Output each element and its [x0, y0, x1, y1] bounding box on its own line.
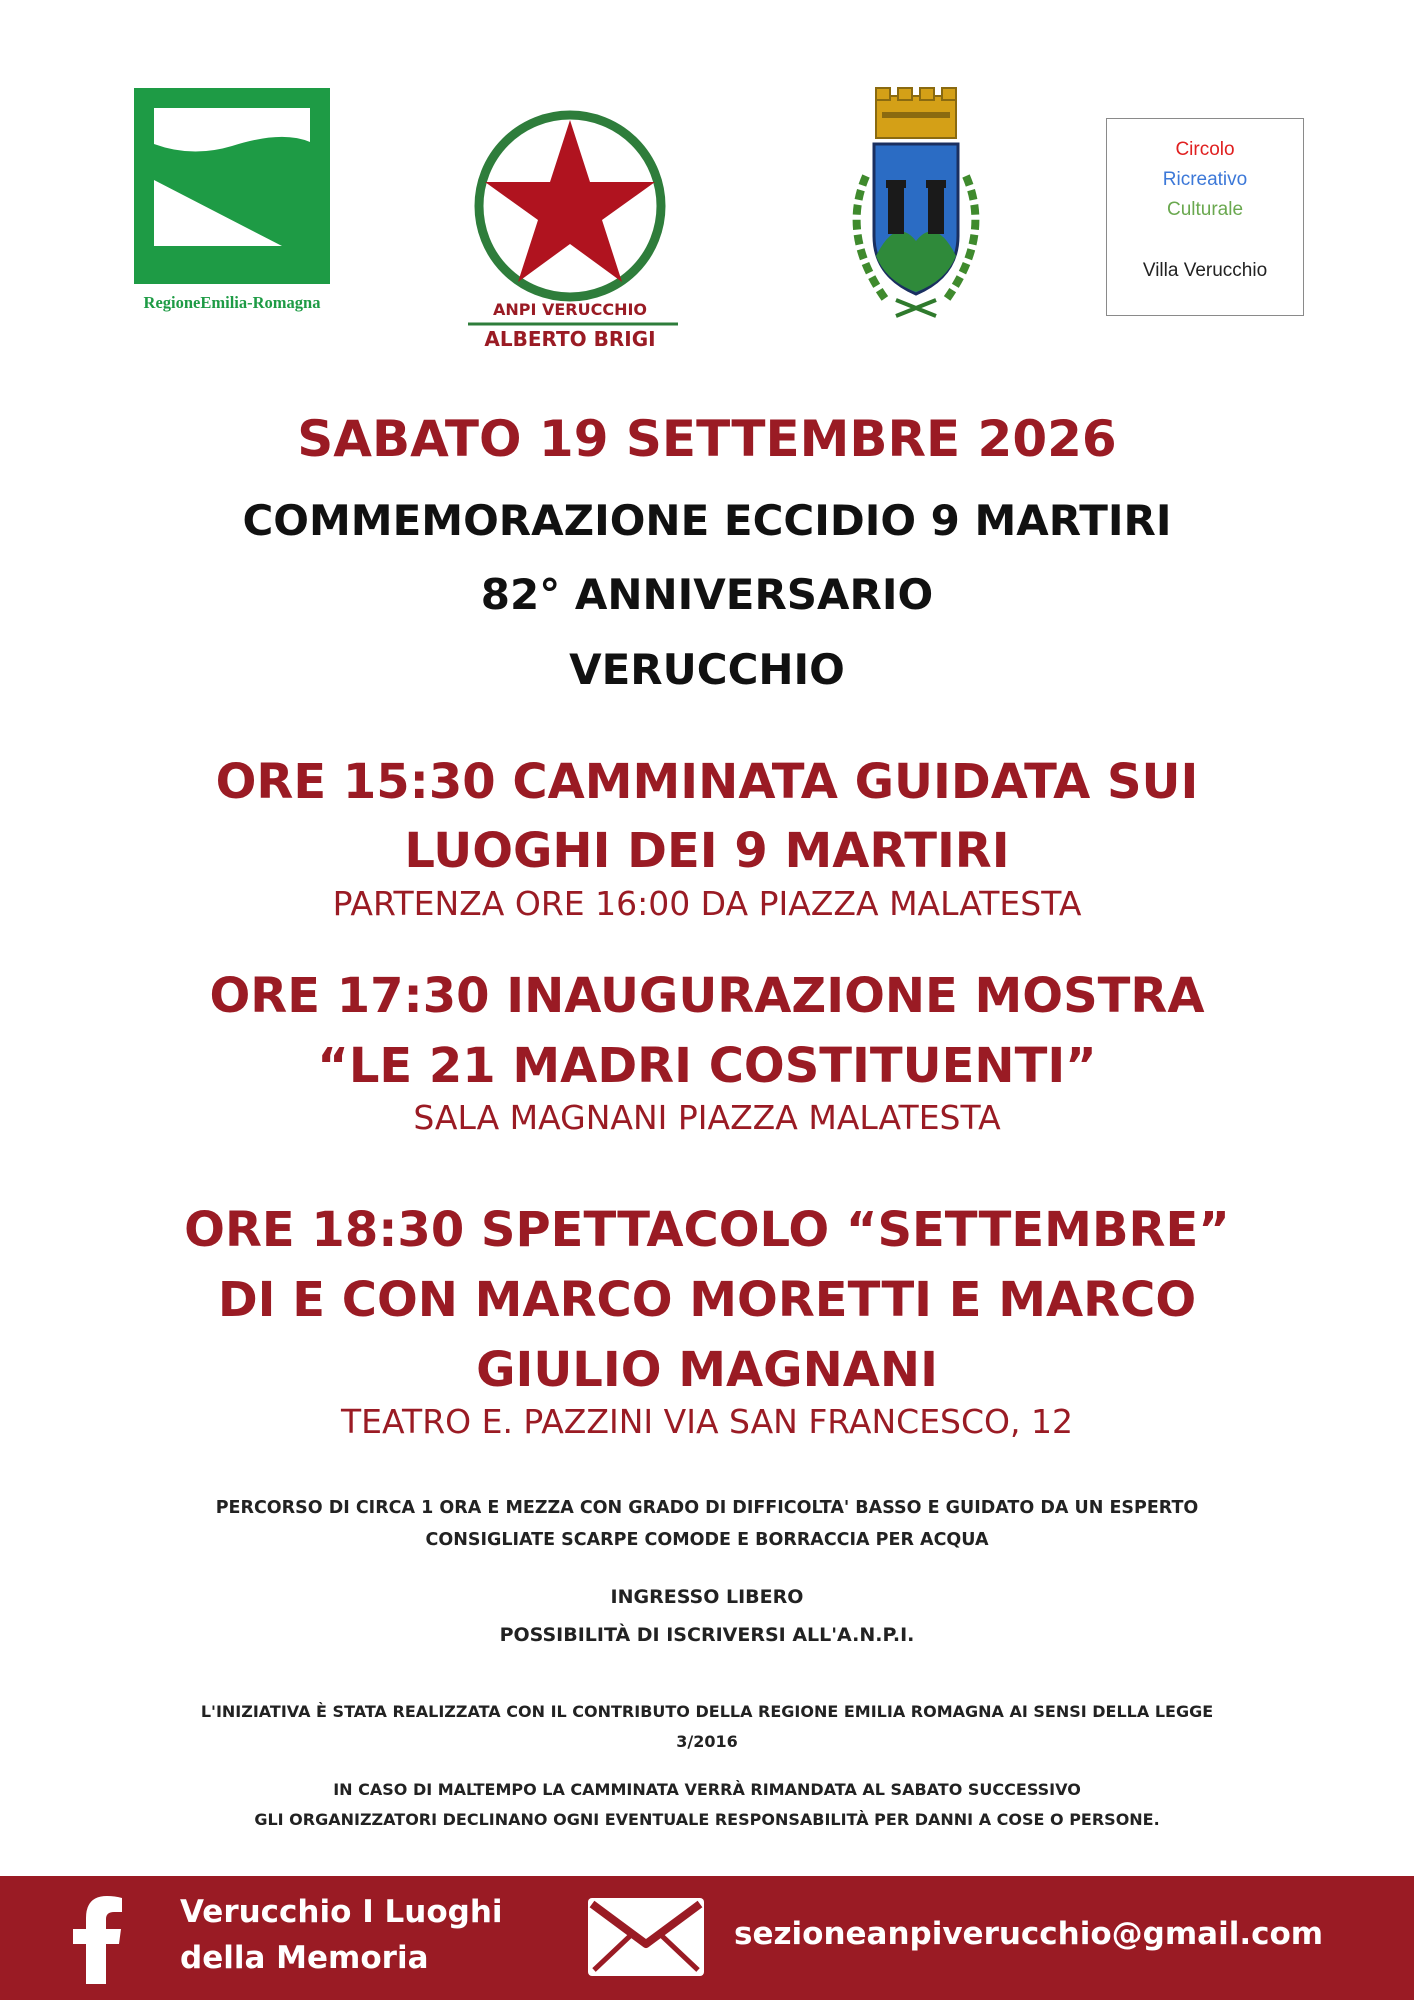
circolo-line2: Ricreativo — [1162, 169, 1248, 190]
program-2-line-2: “LE 21 MADRI COSTITUENTI” — [317, 1038, 1097, 1094]
facebook-page-name-line-2[interactable]: della Memoria — [180, 1940, 429, 1976]
rer-label: RegioneEmilia-Romagna — [143, 293, 321, 312]
program-3-line-2: DI E CON MARCO MORETTI E MARCO — [217, 1272, 1197, 1328]
weather-note-1: IN CASO DI MALTEMPO LA CAMMINATA VERRÀ RIMANDATA AL SABATO SUCCESSIVO — [333, 1780, 1081, 1799]
anpi-note: POSSIBILITÀ DI ISCRIVERSI ALL'A.N.P.I. — [499, 1624, 915, 1646]
event-date: SABATO 19 SETTEMBRE 2026 — [297, 410, 1117, 468]
verucchio-coat-of-arms-icon — [826, 86, 1006, 324]
contribution-note-1: L'INIZIATIVA È STATA REALIZZATA CON IL CONTRIBUTO DELLA REGIONE EMILIA ROMAGNA AI SENSI DELLA LEGGE — [200, 1702, 1214, 1721]
event-place: VERUCCHIO — [569, 645, 845, 694]
program-2-line-1: ORE 17:30 INAUGURAZIONE MOSTRA — [209, 968, 1205, 1024]
anpi-line2: ALBERTO BRIGI — [484, 327, 656, 350]
anpi-line1: ANPI VERUCCHIO — [492, 300, 648, 319]
circolo-line4: Villa Verucchio — [1142, 260, 1268, 281]
contact-email[interactable]: sezioneanpiverucchio@gmail.com — [734, 1916, 1324, 1952]
mail-icon[interactable] — [584, 1894, 708, 1980]
route-note-2: CONSIGLIATE SCARPE COMODE E BORRACCIA PER ACQUA — [425, 1530, 989, 1550]
facebook-page-name-line-1[interactable]: Verucchio I Luoghi — [180, 1894, 503, 1930]
entry-note: INGRESSO LIBERO — [610, 1586, 804, 1608]
circolo-line3: Culturale — [1166, 199, 1244, 220]
program-3-line-1: ORE 18:30 SPETTACOLO “SETTEMBRE” — [184, 1202, 1230, 1258]
program-1-detail: PARTENZA ORE 16:00 DA PIAZZA MALATESTA — [332, 884, 1082, 923]
regione-emilia-romagna-logo — [132, 86, 332, 316]
red-star-icon — [485, 120, 655, 282]
circolo-ricreativo-logo — [1106, 118, 1304, 316]
contribution-note-2: 3/2016 — [676, 1732, 738, 1751]
event-title: COMMEMORAZIONE ECCIDIO 9 MARTIRI — [242, 496, 1172, 545]
program-1-line-1: ORE 15:30 CAMMINATA GUIDATA SUI — [215, 754, 1199, 810]
event-anniversary: 82° ANNIVERSARIO — [480, 570, 934, 619]
route-note-1: PERCORSO DI CIRCA 1 ORA E MEZZA CON GRADO DI DIFFICOLTA' BASSO E GUIDATO DA UN ESPERTO — [215, 1498, 1199, 1518]
program-2-detail: SALA MAGNANI PIAZZA MALATESTA — [413, 1098, 1001, 1137]
program-3-line-3: GIULIO MAGNANI — [476, 1342, 938, 1398]
facebook-icon[interactable] — [70, 1892, 124, 1984]
program-1-line-2: LUOGHI DEI 9 MARTIRI — [404, 823, 1010, 879]
circolo-line1: Circolo — [1175, 139, 1235, 160]
program-3-detail: TEATRO E. PAZZINI VIA SAN FRANCESCO, 12 — [341, 1402, 1073, 1441]
anpi-verucchio-logo — [458, 110, 688, 350]
weather-note-2: GLI ORGANIZZATORI DECLINANO OGNI EVENTUALE RESPONSABILITÀ PER DANNI A COSE O PERSONE. — [254, 1810, 1160, 1829]
